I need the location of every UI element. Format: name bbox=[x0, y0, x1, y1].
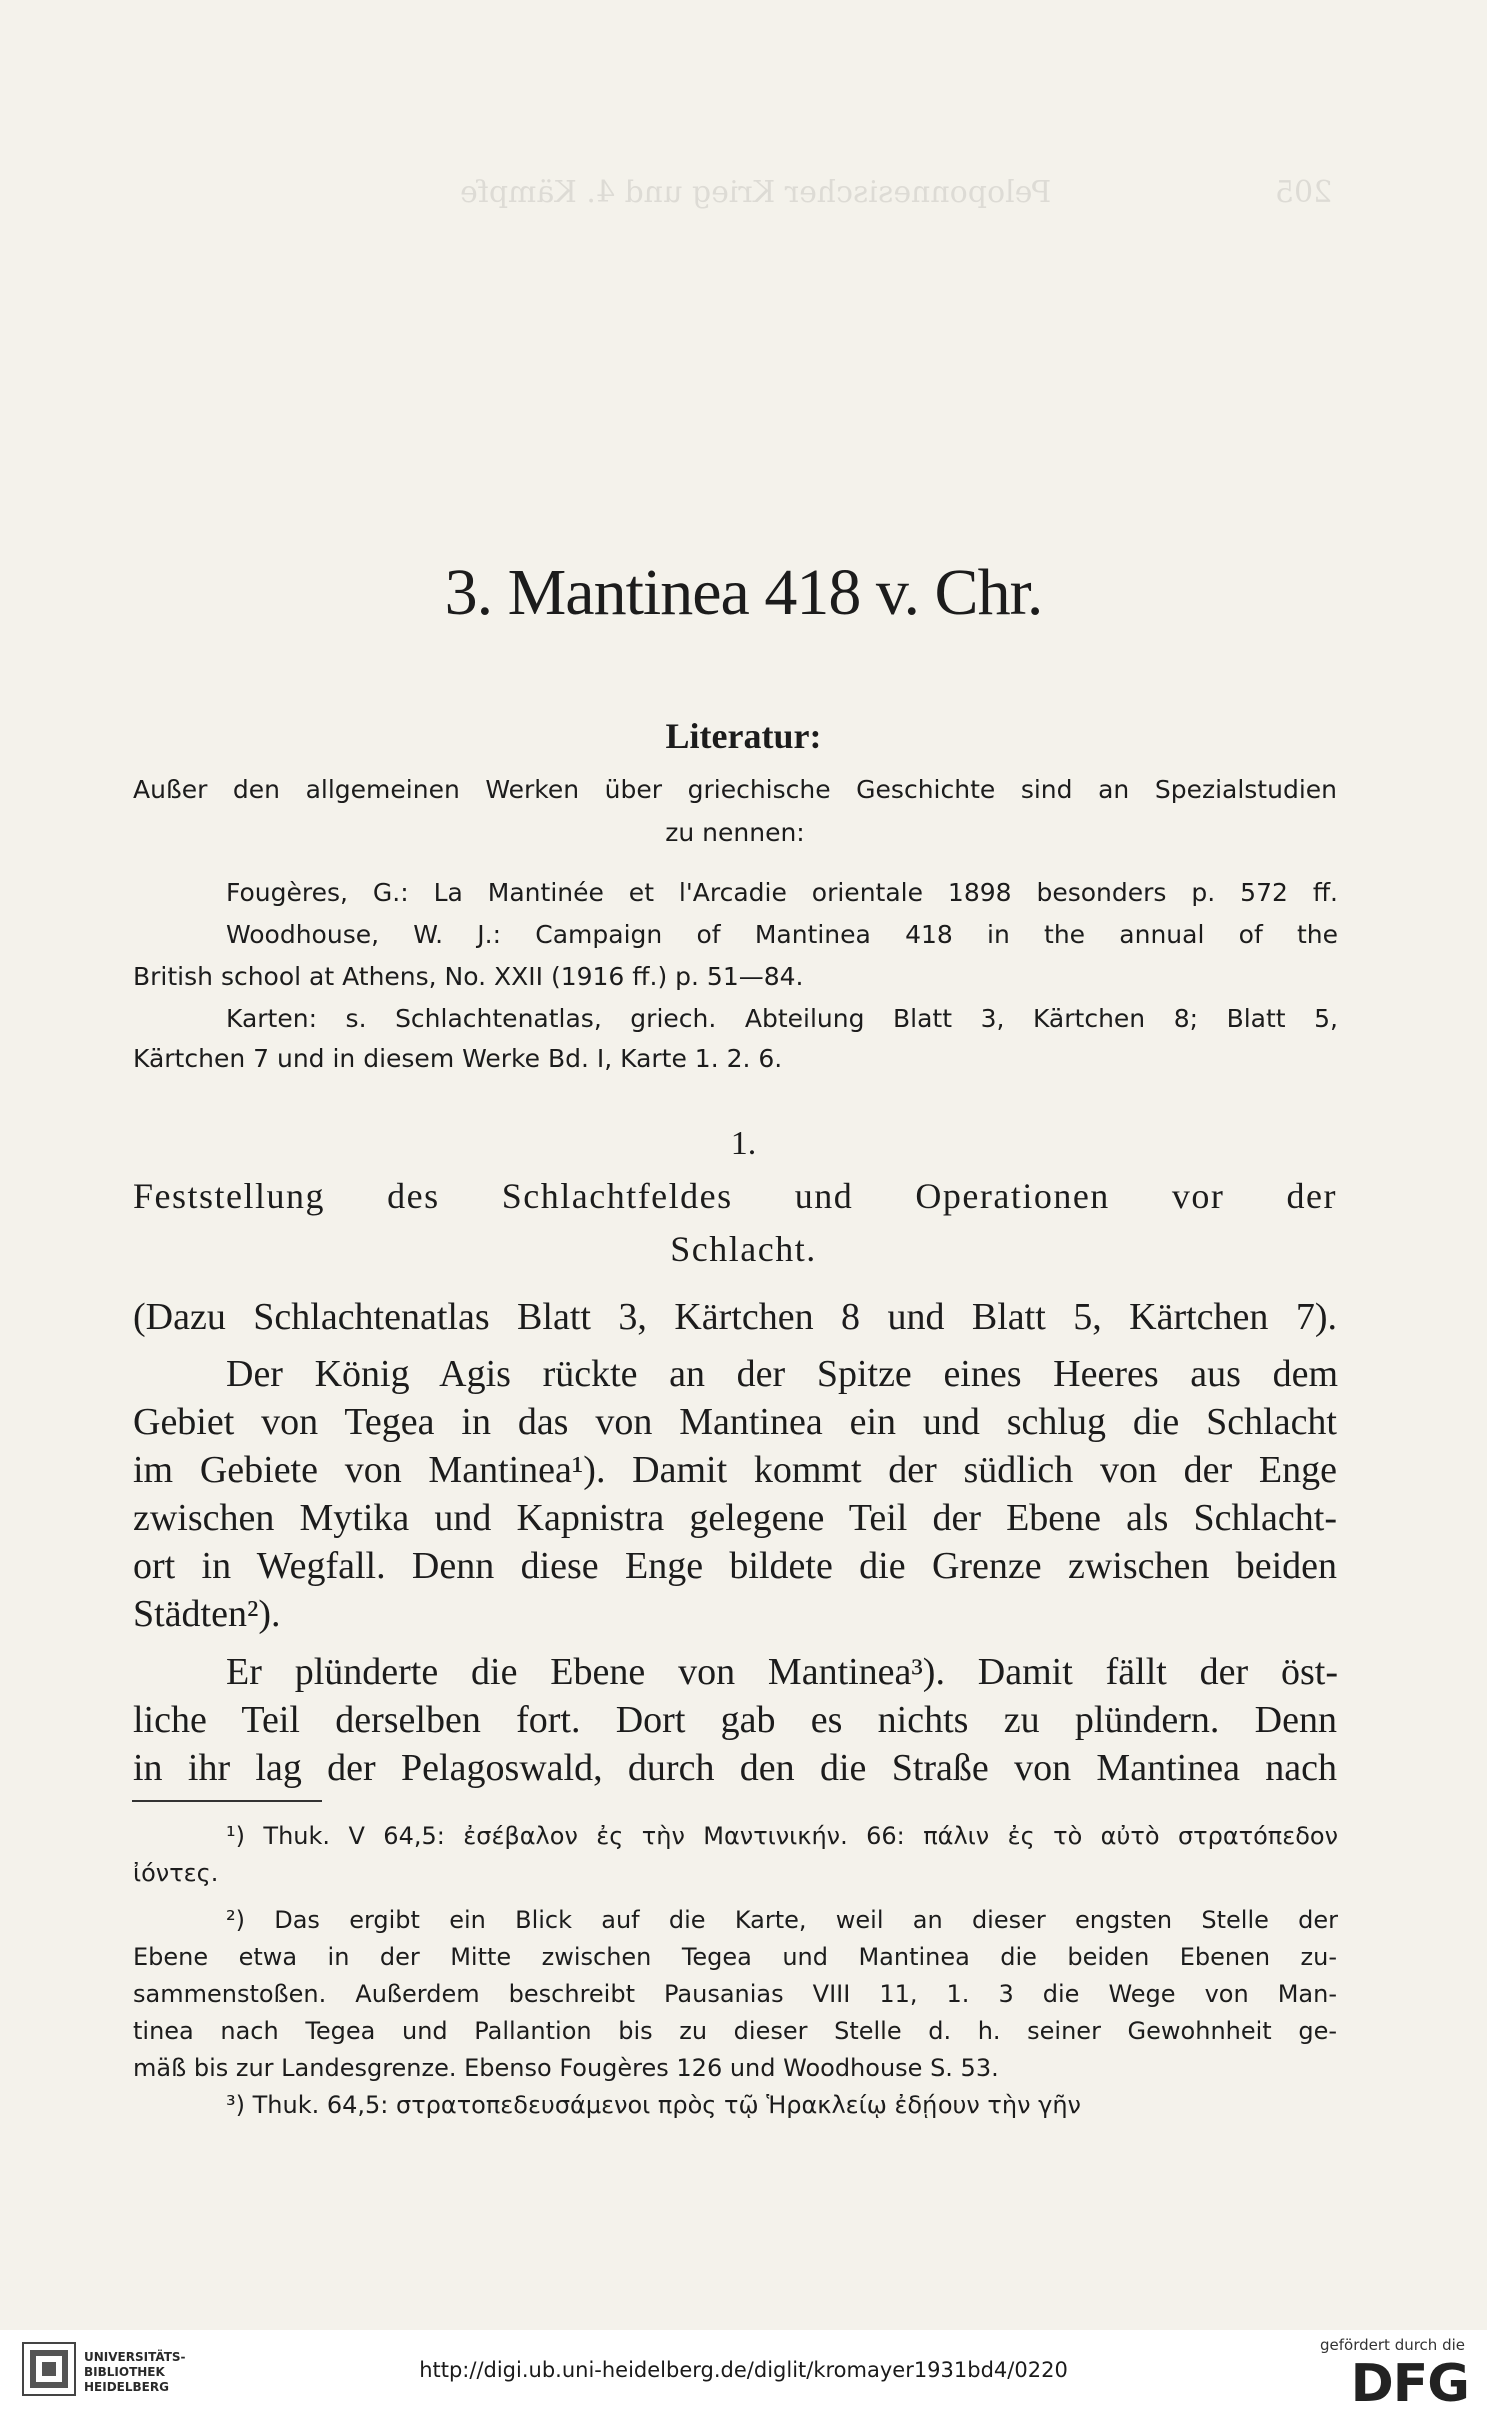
literature-intro-line: Außer den allgemeinen Werken über griechische Geschichte sind an Spezialstudien bbox=[133, 775, 1337, 804]
funding-label: gefördert durch die bbox=[1320, 2336, 1465, 2354]
reference-fougeres: Fougères, G.: La Mantinée et l'Arcadie orientale 1898 besonders p. 572 ff. bbox=[226, 878, 1338, 907]
footnote-2: ²) Das ergibt ein Blick auf die Karte, weil an dieser engsten Stelle der bbox=[226, 1906, 1338, 1934]
footnote-rule bbox=[132, 1800, 322, 1802]
section-title: Feststellung des Schlachtfeldes und Operationen vor der bbox=[133, 1176, 1337, 1216]
footnote-2-cont: Ebene etwa in der Mitte zwischen Tegea und Mantinea die beiden Ebenen zu- bbox=[133, 1943, 1337, 1971]
body-line: im Gebiete von Mantinea¹). Damit kommt der südlich von der Enge bbox=[133, 1449, 1337, 1491]
literature-intro-line: zu nennen: bbox=[665, 818, 805, 847]
library-name[interactable]: UNIVERSITÄTS- BIBLIOTHEK HEIDELBERG bbox=[84, 2350, 186, 2394]
footnote-2-cont: tinea nach Tegea und Pallantion bis zu dieser Stelle d. h. seiner Gewohnheit ge- bbox=[133, 2017, 1337, 2045]
footnote-1: ¹) Thuk. V 64,5: ἐσέβαλον ἐς τὴν Μαντινικήν. 66: πάλιν ἐς τὸ αὐτὸ στρατόπεδον bbox=[226, 1822, 1338, 1850]
footnote-3: ³) Thuk. 64,5: στρατοπεδευσάμενοι πρὸς τῷ Ἡρακλείῳ ἐδῄουν τὴν γῆν bbox=[226, 2091, 1081, 2119]
section-title-cont: Schlacht. bbox=[670, 1229, 817, 1269]
body-line: ort in Wegfall. Denn diese Enge bildete die Grenze zwischen beiden bbox=[133, 1545, 1337, 1587]
show-through-page-number: 205 bbox=[1275, 175, 1333, 210]
footer-bar bbox=[0, 2330, 1487, 2415]
atlas-reference: (Dazu Schlachtenatlas Blatt 3, Kärtchen 8 und Blatt 5, Kärtchen 7). bbox=[133, 1296, 1337, 1338]
reference-woodhouse: Woodhouse, W. J.: Campaign of Mantinea 418 in the annual of the bbox=[226, 920, 1338, 949]
footnote-2-cont: mäß bis zur Landesgrenze. Ebenso Fougères 126 und Woodhouse S. 53. bbox=[133, 2054, 999, 2082]
body-line: Gebiet von Tegea in das von Mantinea ein und schlug die Schlacht bbox=[133, 1401, 1337, 1443]
literature-heading: Literatur: bbox=[665, 716, 822, 756]
reference-woodhouse-cont: British school at Athens, No. XXII (1916 ff.) p. 51—84. bbox=[133, 962, 804, 991]
body-line: Städten²). bbox=[133, 1593, 281, 1635]
footnote-1-cont: ἰόντες. bbox=[133, 1859, 219, 1887]
show-through-header: Peloponnesischer Krieg und 4. Kämpfe bbox=[460, 175, 1052, 210]
maps-reference: Karten: s. Schlachtenatlas, griech. Abteilung Blatt 3, Kärtchen 8; Blatt 5, bbox=[226, 1004, 1338, 1033]
maps-reference-cont: Kärtchen 7 und in diesem Werke Bd. I, Karte 1. 2. 6. bbox=[133, 1044, 783, 1073]
body-line: in ihr lag der Pelagoswald, durch den die Straße von Mantinea nach bbox=[133, 1747, 1337, 1789]
footnote-2-cont: sammenstoßen. Außerdem beschreibt Pausanias VIII 11, 1. 3 die Wege von Man- bbox=[133, 1980, 1337, 2008]
section-number: 1. bbox=[730, 1125, 757, 1162]
body-line: zwischen Mytika und Kapnistra gelegene Teil der Ebene als Schlacht- bbox=[133, 1497, 1337, 1539]
body-line: liche Teil derselben fort. Dort gab es nichts zu plündern. Denn bbox=[133, 1699, 1337, 1741]
body-line: Der König Agis rückte an der Spitze eines Heeres aus dem bbox=[226, 1353, 1338, 1395]
dfg-logo[interactable]: DFG bbox=[1350, 2354, 1469, 2414]
chapter-title: 3. Mantinea 418 v. Chr. bbox=[444, 556, 1043, 629]
document-url-link[interactable]: http://digi.ub.uni-heidelberg.de/diglit/kromayer1931bd4/0220 bbox=[419, 2358, 1068, 2382]
body-line: Er plünderte die Ebene von Mantinea³). Damit fällt der öst- bbox=[226, 1651, 1338, 1693]
